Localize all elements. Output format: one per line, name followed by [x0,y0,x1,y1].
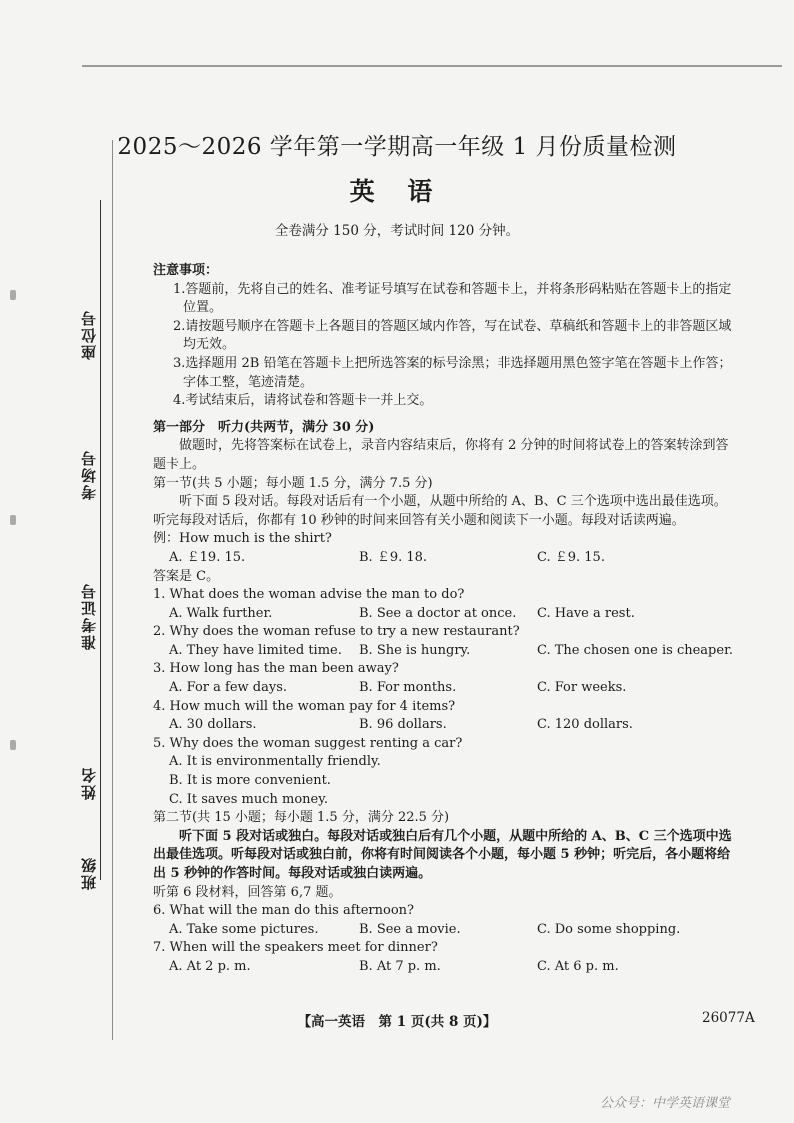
option-b: B. 96 dollars. [359,717,447,733]
binding-hole-mark [10,740,16,750]
notice-item: 3.选择题用 2B 铅笔在答题卡上把所选答案的标号涂黑；非选择题用黑色签字笔在答题卡上作答；字体工整，笔迹清楚。 [173,355,732,390]
option-c: C. It saves much money. [169,791,328,807]
example-answer: 答案是 C。 [153,568,220,584]
question-options [153,679,733,698]
part1-intro: 做题时，先将答案标在试卷上，录音内容结束后，你将有 2 分钟的时间将试卷上的答案转涂到答题卡上。 [153,438,729,472]
question-stem: 2. Why does the woman refuse to try a new restaurant? [153,624,520,640]
question-stem: 1. What does the woman advise the man to do? [153,587,465,603]
name-field[interactable]: 姓名 [70,640,110,810]
question-options [153,642,733,661]
option-a: A. It is environmentally friendly. [169,754,381,770]
option-a: A. Walk further. [169,605,273,621]
option-c: C. The chosen one is cheaper. [537,642,733,658]
exam-room-field[interactable]: 考场号 [70,340,110,510]
page-footer: 【高一英语 第 1 页(共 8 页)】 [297,1014,497,1030]
question-stem: 6. What will the man do this afternoon? [153,903,415,919]
question-options [153,958,733,977]
binding-margin-line [112,140,113,1040]
question-options [153,921,733,940]
binding-hole-mark [10,290,16,300]
section1-heading: 第一节(共 5 小题；每小题 1.5 分，满分 7.5 分) [153,475,433,491]
option-c: C. 120 dollars. [537,717,633,733]
option-a: A. They have limited time. [169,642,342,658]
material-note: 听第 6 段材料，回答第 6,7 题。 [153,884,342,900]
option-b: B. It is more convenient. [169,773,331,789]
part1-heading: 第一部分 听力(共两节，满分 30 分) [153,419,375,435]
question-stem: 3. How long has the man been away? [153,661,399,677]
section1-instruction: 听下面 5 段对话。每段对话后有一个小题，从题中所给的 A、B、C 三个选项中选出最佳选项。听完每段对话后，你都有 10 秒钟的时间来回答有关小题和阅读下一小题。每段对话读两遍。 [153,494,727,528]
top-border-line [82,65,782,67]
question-stem: 5. Why does the woman suggest renting a car? [153,735,463,751]
subject-title: 英 语 [349,177,445,206]
watermark-text: 公众号：中学英语课堂 [600,1096,731,1111]
seat-number-field[interactable]: 座位号 [70,200,110,370]
option-b: B. For months. [359,680,457,696]
exam-title: 2025～2026 学年第一学期高一年级 1 月份质量检测 [117,134,677,160]
question-options [153,605,733,624]
question-stem: 4. How much will the woman pay for 4 items? [153,698,456,714]
binding-hole-mark [10,515,16,525]
class-field[interactable]: 班级 [70,730,110,900]
option-a: A. Take some pictures. [169,921,319,937]
notice-item: 4.考试结束后，请将试卷和答题卡一并上交。 [173,393,433,409]
option-b: B. See a movie. [359,921,461,937]
paper-code: 26077A [702,1010,755,1026]
option-c: C. ￡9. 15. [537,549,605,565]
notice-item: 2.请按题号顺序在答题卡上各题目的答题区域内作答，写在试卷、草稿纸和答题卡上的非答题区域均无效。 [173,318,732,353]
option-c: C. For weeks. [537,680,627,696]
option-a: A. At 2 p. m. [169,958,251,974]
example-options [153,549,733,568]
exam-content [153,262,733,977]
section2-heading: 第二节(共 15 小题；每小题 1.5 分，满分 22.5 分) [153,810,450,826]
question-options [153,716,733,735]
score-line: 全卷满分 150 分，考试时间 120 分钟。 [274,223,520,239]
notice-heading: 注意事项： [153,263,219,278]
option-c: C. At 6 p. m. [537,958,619,974]
option-c: C. Have a rest. [537,605,635,621]
option-c: C. Do some shopping. [537,921,681,937]
option-a: A. ￡19. 15. [169,549,246,565]
option-b: B. See a doctor at once. [359,605,517,621]
section2-instruction: 听下面 5 段对话或独白。每段对话或独白后有几个小题，从题中所给的 A、B、C 三个选项中选出最佳选项。听每段对话或独白前，你将有时间阅读各个小题，每小题 5 秒钟；听完后，各小题将给出 5 秒钟的作答时间。每段对话或独白读两遍。 [153,828,732,881]
option-a: A. 30 dollars. [169,717,257,733]
question-stem: 7. When will the speakers meet for dinner? [153,940,438,956]
option-b: B. ￡9. 18. [359,549,428,565]
notice-item: 1.答题前，先将自己的姓名、准考证号填写在试卷和答题卡上，并将条形码粘贴在答题卡上的指定位置。 [173,281,732,316]
option-b: B. She is hungry. [359,642,471,658]
option-a: A. For a few days. [169,680,288,696]
option-b: B. At 7 p. m. [359,958,441,974]
example-question: 例：How much is the shirt? [153,531,332,547]
admission-number-field[interactable]: 准考证号 [70,490,110,660]
